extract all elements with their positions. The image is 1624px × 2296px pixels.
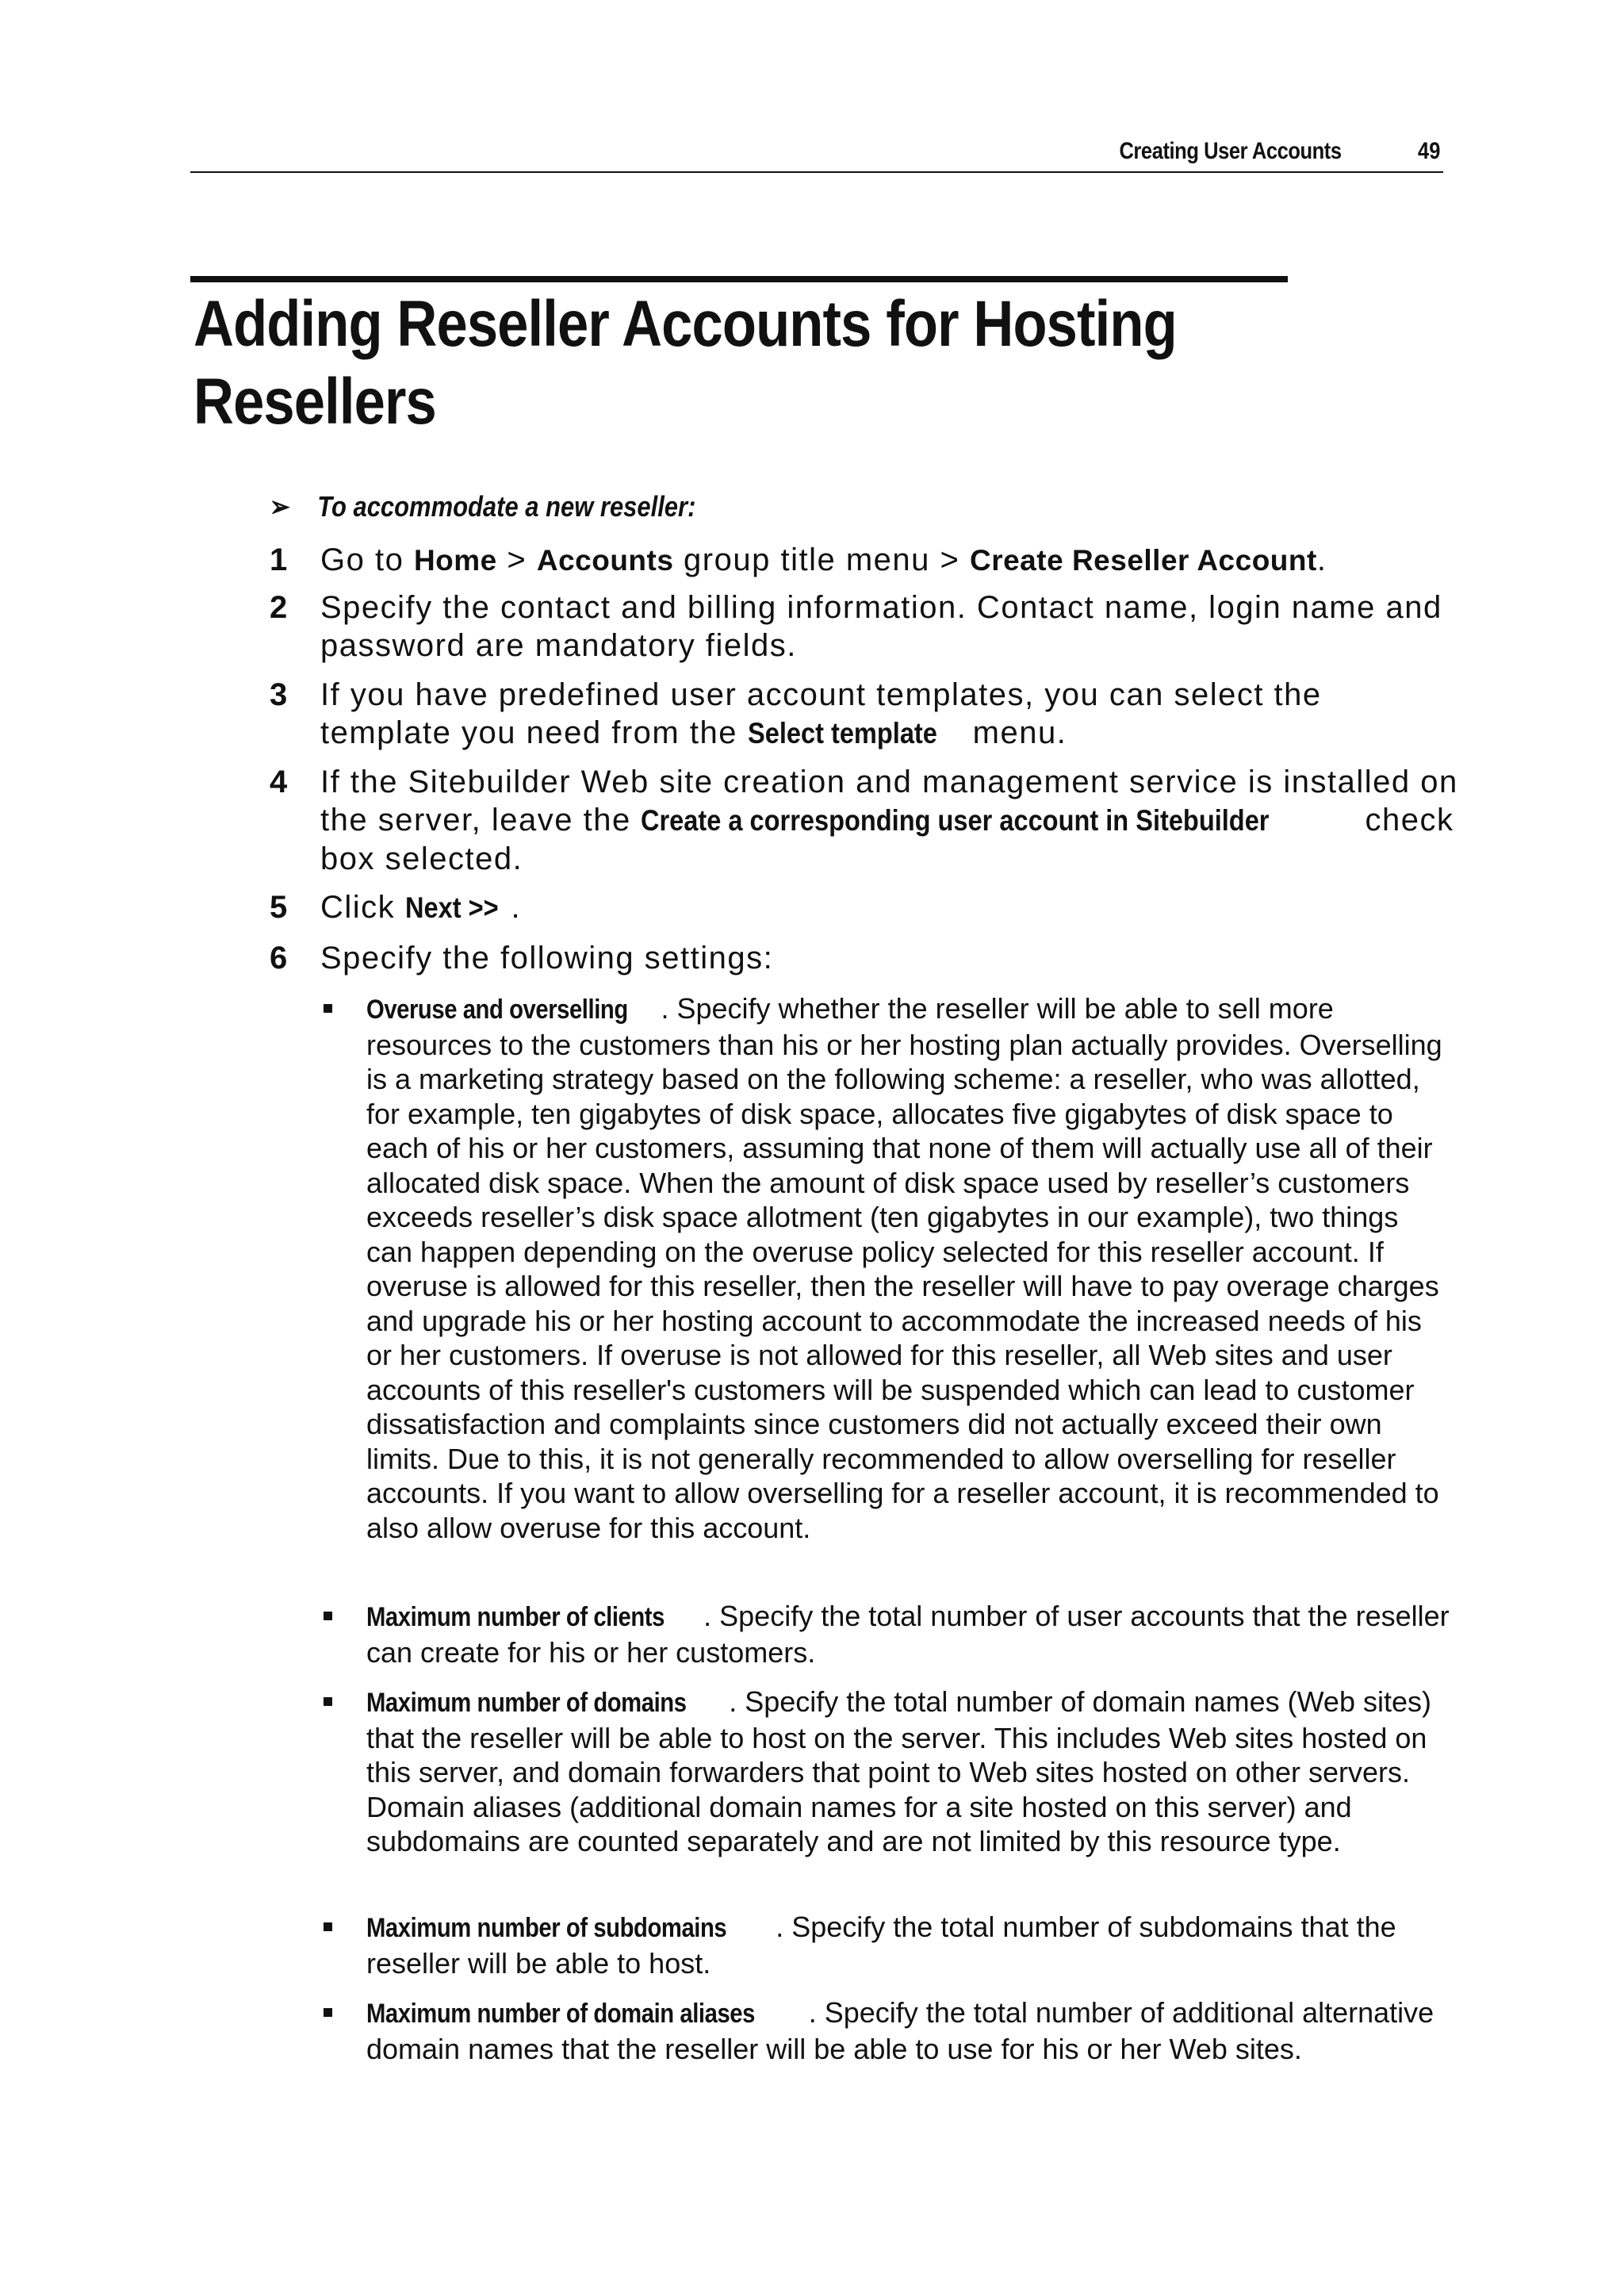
setting-overuse-overselling (324, 991, 1450, 1545)
setting-text (366, 1599, 1450, 1669)
procedure-heading-text: To accommodate a new reseller: (317, 490, 696, 523)
step-text: Specify the following settings: (320, 941, 774, 976)
step-text (320, 676, 1459, 753)
square-bullet-icon (324, 1922, 332, 1931)
running-header (190, 135, 1443, 173)
step-number: 1 (270, 542, 288, 577)
setting-term: Maximum number of domains (366, 1688, 687, 1718)
setting-description: . Specify the total number of user accounts that the reseller can create for his or her customers. (366, 1600, 1450, 1669)
step-text-part: Click (320, 890, 405, 925)
procedure-heading (270, 490, 695, 523)
setting-term: Maximum number of subdomains (366, 1913, 727, 1943)
step-number: 2 (270, 590, 288, 625)
setting-text (366, 991, 1450, 1545)
ui-create-reseller-account: Create Reseller Account (969, 544, 1317, 577)
ui-select-template: Select template (747, 717, 937, 749)
step-text: Specify the contact and billing information. Contact name, login name and password are mandatory fields. (320, 590, 1442, 663)
step-text (320, 763, 1459, 878)
step-text (320, 888, 1459, 927)
ui-accounts: Accounts (536, 544, 674, 577)
page-title-line-2: Resellers (193, 366, 436, 438)
step-text-part: check box selected. (320, 803, 1454, 876)
setting-max-subdomains (324, 1910, 1450, 1980)
step-6 (270, 939, 1459, 977)
step-5 (270, 888, 1459, 927)
step-text-part: If the Sitebuilder Web site creation and management service is installed on the server, leave the (320, 765, 1458, 838)
ui-create-corresponding-account-checkbox-label: Create a corresponding user account in Sitebuilder (641, 804, 1270, 837)
ui-home: Home (413, 544, 497, 577)
step-3 (270, 676, 1459, 753)
step-number: 6 (270, 941, 288, 976)
setting-max-domain-aliases (324, 1995, 1450, 2066)
setting-text (366, 1685, 1450, 1859)
step-text-part: Go to (320, 542, 414, 577)
step-4 (270, 763, 1459, 878)
step-text-part: . (511, 890, 522, 925)
setting-term: Maximum number of domain aliases (366, 1999, 755, 2029)
step-number: 4 (270, 765, 288, 799)
setting-description: . Specify the total number of subdomains that the reseller will be able to host. (366, 1911, 1396, 1980)
square-bullet-icon (324, 1004, 332, 1013)
step-1 (270, 541, 1459, 580)
step-number: 5 (270, 890, 288, 925)
arrow-bullet-icon: ➢ (270, 490, 290, 523)
title-rule (190, 276, 1288, 282)
step-text (320, 541, 1459, 580)
setting-text (366, 1995, 1450, 2066)
step-text-part: > (496, 542, 537, 577)
square-bullet-icon (324, 2008, 332, 2017)
header-section-title: Creating User Accounts (1119, 138, 1342, 164)
page-number: 49 (1417, 138, 1440, 164)
square-bullet-icon (324, 1697, 332, 1706)
setting-description: . Specify the total number of additional alternative domain names that the reseller will be able to use for his or her Web sites. (366, 1996, 1434, 2065)
step-text-part: menu. (963, 715, 1067, 750)
setting-max-domains (324, 1685, 1450, 1859)
setting-term: Maximum number of clients (366, 1602, 665, 1632)
setting-max-clients (324, 1599, 1450, 1669)
step-text-part: If you have predefined user account templates, you can select the template you need from the (320, 677, 1322, 750)
step-2 (270, 588, 1459, 665)
ui-next-button-label: Next >> (404, 891, 499, 924)
setting-description: . Specify the total number of domain names (Web sites) that the reseller will be able to host on the server. This includes Web sites hosted on this server, and domain forwarders that point to Web sites hosted on other servers. Domain aliases (additional domain names for a site hosted on this server) and subdomains are counted separately and are not limited by this resource type. (366, 1685, 1431, 1857)
page-title (193, 286, 1285, 441)
step-number: 3 (270, 677, 288, 712)
page-title-line-1: Adding Reseller Accounts for Hosting (193, 288, 1177, 360)
setting-term: Overuse and overselling (366, 995, 628, 1025)
square-bullet-icon (324, 1612, 332, 1620)
setting-description: . Specify whether the reseller will be able to sell more resources to the customers than his or her hosting plan actually provides. Overselling is a marketing strategy based on the following scheme: a reseller, who was allotted, for example, ten gigabytes of disk space, allocates five gigabytes of disk space to each of his or her customers, assuming that none of them will actually use all of their allocated disk space. When the amount of disk space used by reseller’s customers exceeds reseller’s disk space allotment (ten gigabytes in our example), two things can happen depending on the overuse policy selected for this reseller account. If overuse is allowed for this reseller, then the reseller will have to pay overage charges and upgrade his or her hosting account to accommodate the increased needs of his or her customers. If overuse is not allowed for this reseller, all Web sites and user accounts of this reseller's customers will be suspended which can lead to customer dissatisfaction and complaints since customers did not actually exceed their own limits. Due to this, it is not generally recommended to allow overselling for reseller accounts. If you want to allow overselling for a reseller account, it is recommended to also allow overuse for this account. (366, 992, 1442, 1544)
step-text-part: . (1316, 542, 1327, 577)
step-text-part: group title menu > (673, 542, 970, 577)
setting-text (366, 1910, 1450, 1980)
